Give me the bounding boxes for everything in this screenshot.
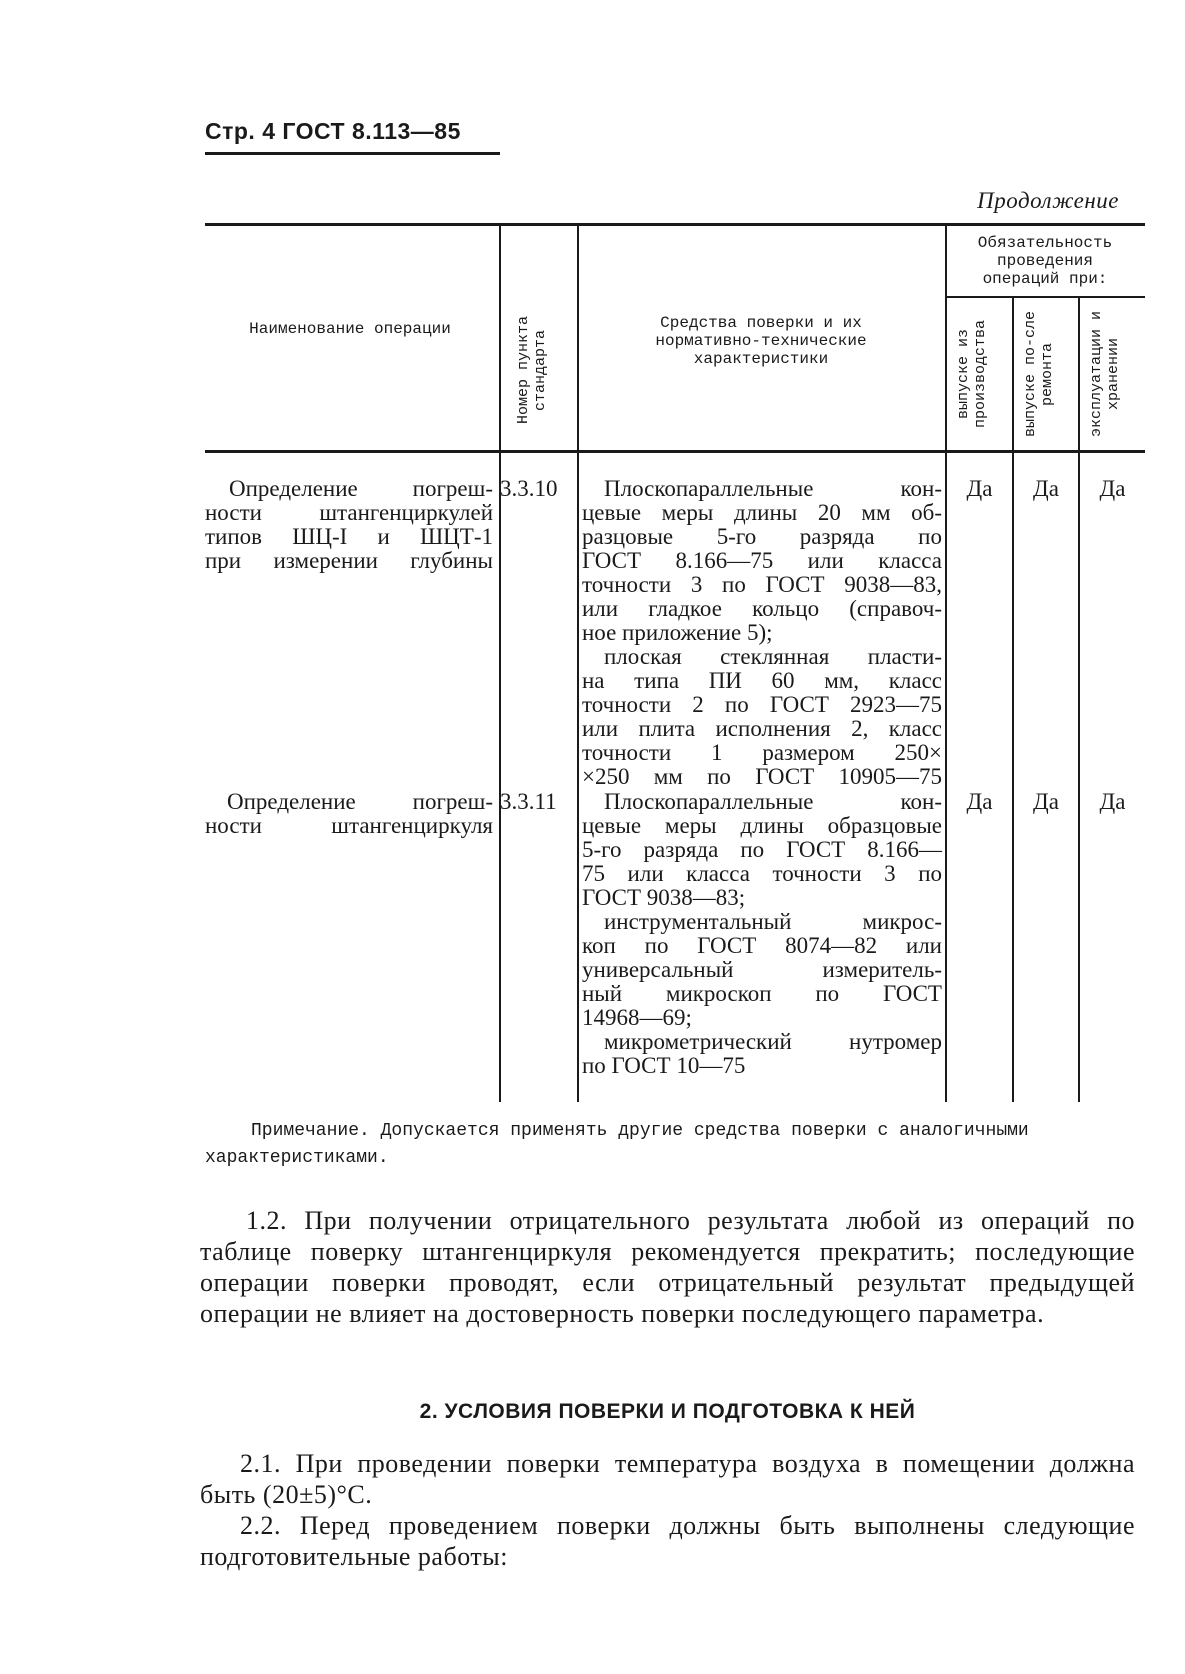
header-means: Средства поверки и их нормативно-технические характеристики [655,314,867,368]
row2-means-line: 5-го разряда по ГОСТ 8.166— [582,837,942,862]
row2-means-line: универсальный измеритель- [582,957,942,982]
table-header-rule [205,450,1145,453]
row2-means-line: инструментальный микрос- [604,909,942,934]
row2-operation-line: Определение погреш- [227,789,493,814]
row2-means-line: по ГОСТ 10—75 [582,1053,746,1078]
row2-means-line: коп по ГОСТ 8074—82 или [582,933,942,958]
row1-means-line: точности 3 по ГОСТ 9038—83, [582,572,942,597]
paragraph-2-1: 2.1. При проведении поверки температура воздуха в помещении должна быть (20±5)°С. [200,1449,1135,1509]
group-header-rule [945,296,1145,298]
row1-means-line: ное приложение 5); [582,620,773,645]
continuation-label: Продолжение [977,188,1119,213]
row1-means-line: цевые меры длины 20 мм об- [582,500,942,525]
row1-operation-line: при измерении глубины [205,548,493,573]
row1-means-line: или плита исполнения 2, класс [582,716,942,741]
row1-clause: 3.3.10 [500,476,558,501]
col-divider-2 [577,226,579,1102]
row1-storage: Да [1099,476,1126,501]
header-storage: эксплуатации и хранении [1088,310,1122,438]
row1-means-line: плоская стеклянная пласти- [604,644,942,669]
row2-means-line: 14968—69; [582,1005,692,1030]
header-operation: Наименование операции [249,320,451,338]
row1-operation-line: типов ШЦ-I и ШЦТ-1 [205,524,493,549]
row1-means-line: разцовые 5-го разряда по [582,524,942,549]
row2-means-line: ный микроскоп по ГОСТ [582,981,942,1006]
table-row [205,790,493,838]
header-mandatory-group: Обязательность проведения операций при: [977,234,1113,288]
row2-means-line: микрометрический нутромер [604,1029,942,1054]
row1-means-line: Плоскопараллельные кон- [604,476,942,501]
col-divider-5 [1078,298,1080,1102]
row2-means-line: 75 или класса точности 3 по [582,861,942,886]
row1-means-line: ГОСТ 8.166—75 или класса [582,548,942,573]
paragraph-2-2: 2.2. Перед проведением поверки должны быть выполнены следующие подготовительные работы: [200,1511,1135,1571]
row1-operation-line: Определение погреш- [229,476,493,501]
header-rule [205,152,500,155]
header-clause: Номер пункта стандарта [515,315,549,425]
row1-means-line: на типа ПИ 60 мм, класс [582,668,942,693]
row1-means [582,477,942,789]
row1-release: Да [966,476,993,501]
row2-clause: 3.3.11 [500,789,557,814]
col-divider-1 [499,226,501,1102]
table-row [205,477,493,573]
row1-means-line: точности 2 по ГОСТ 2923—75 [582,692,942,717]
row2-means [582,790,942,1078]
note-text: Примечание. Допускается применять другие средства поверки с аналогичными характеристиками. [205,1121,1029,1168]
row2-release: Да [966,789,993,814]
page-header: Стр. 4 ГОСТ 8.113—85 [205,118,461,144]
row2-means-line: ГОСТ 9038—83; [582,885,746,910]
section-title: 2. УСЛОВИЯ ПОВЕРКИ И ПОДГОТОВКА К НЕЙ [419,1400,916,1423]
header-release: выпуске из производства [955,319,989,429]
row1-means-line: ×250 мм по ГОСТ 10905—75 [582,764,942,789]
col-divider-4 [1012,298,1014,1102]
table-top-rule [205,223,1145,226]
header-repair: выпуске по-сле ремонта [1022,310,1056,438]
col-divider-3 [945,226,947,1102]
table-note [205,1118,1135,1172]
row2-repair: Да [1033,789,1059,814]
row2-storage: Да [1099,789,1126,814]
paragraph-1-2: 1.2. При получении отрицательного результата любой из операций по таблице поверку штангенциркуля рекомендуется прекратить; последующие операции поверки проводят, если отрицательный результат предыдущей операции не влияет на достоверность поверки последующего параметра. [200,1206,1135,1328]
row1-operation-line: ности штангенциркулей [205,500,493,525]
row2-means-line: цевые меры длины образцовые [582,813,942,838]
row1-repair: Да [1033,476,1059,501]
row1-means-line: точности 1 размером 250× [582,740,942,765]
row2-means-line: Плоскопараллельные кон- [604,789,942,814]
row1-means-line: или гладкое кольцо (справоч- [582,596,942,621]
row2-operation-line: ности штангенциркуля [205,813,493,838]
